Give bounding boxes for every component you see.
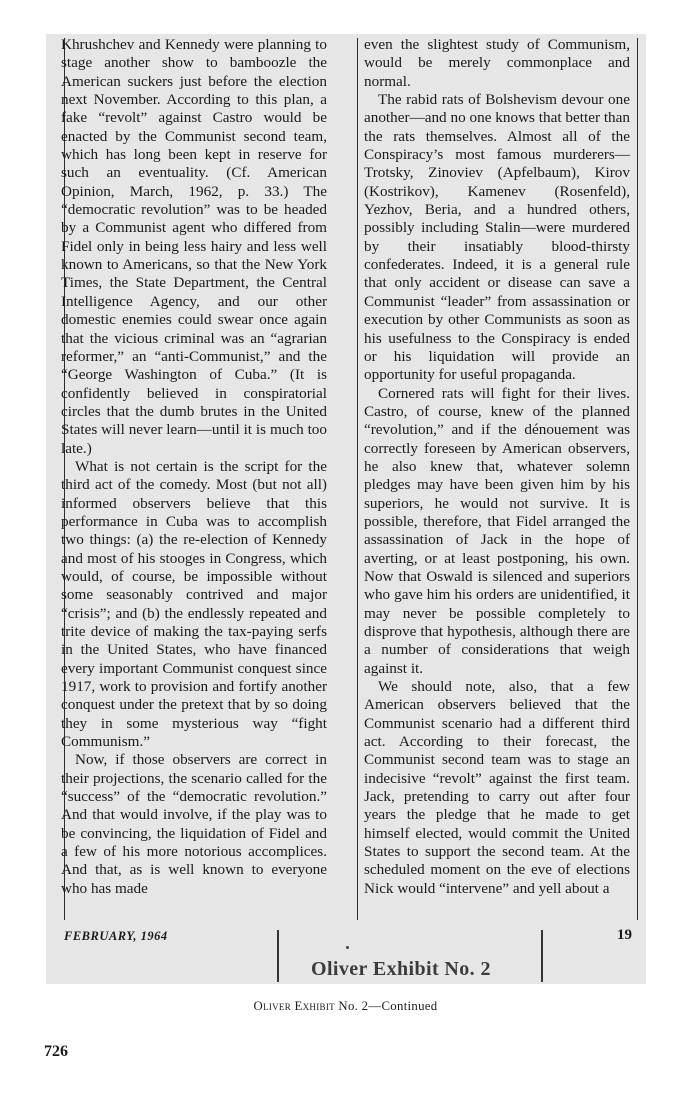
paragraph: What is not certain is the script for the third act of the comedy. Most (but not all) informed observers believe that this performance in Cuba was to accomplish two things: (a) the re-election of Kennedy and most of his stooges in Congress, which would, of course, be impossible without some seasonably contrived and major “crisis”; and (b) the endlessly repeated and trite device of making the tax-paying serfs in the United States, who have financed every important Communist conquest since 1917, work to provision and fortify another conquest under the pretext that by so doing they in some mysterious way “fight Communism.” bbox=[61, 457, 327, 751]
exhibit-caption bbox=[0, 999, 691, 1014]
paragraph: Khrushchev and Kennedy were planning to stage another show to bamboozle the American suckers just before the election next November. According to this plan, a fake “revolt” against Castro would be enacted by the Communist second team, which has long been kept in reserve for such an eventuality. (Cf. American Opinion, March, 1962, p. 33.) The “democratic revolution” was to be headed by a Communist agent who differed from Fidel only in being less hairy and less well known to Americans, so that the New York Times, the State Department, the Central Intelligence Agency, and our other domestic enemies could swear once again that the vicious criminal was an “agrarian reformer,” an “anti-Communist,” and the “George Washington of Cuba.” (It is confidently believed in conspiratorial circles that the dumb brutes in the United States will never learn—until it is much too late.) bbox=[61, 36, 327, 457]
scan-speck bbox=[346, 946, 349, 949]
stamp-border-right bbox=[541, 930, 543, 982]
exhibit-stamp: Oliver Exhibit No. 2 bbox=[311, 958, 491, 980]
issue-date: FEBRUARY, 1964 bbox=[64, 929, 168, 943]
stamp-border-left bbox=[277, 930, 279, 982]
right-margin-rule bbox=[637, 38, 638, 920]
paragraph: even the slightest study of Communism, would be merely commonplace and normal. bbox=[364, 36, 630, 90]
caption-rest: No. 2—Continued bbox=[334, 999, 438, 1013]
paragraph: We should note, also, that a few American observers believed that the Communist scenario had a different third act. According to their forecast, the Communist second team was to stage an indecisive “revolt” against the first team. Jack, pretending to carry out after four years the pledge that he made to get himself elected, would commit the United States to support the second team. At the scheduled moment on the eve of elections Nick would “intervene” and yell about a bbox=[364, 678, 630, 897]
right-column bbox=[364, 36, 630, 898]
paragraph: Now, if those observers are correct in their projections, the scenario called for the “success” of the “democratic revolution.” And that would involve, if the play was to be convincing, the liquidation of Fidel and a few of his more notorious accomplices. And that, as is well known to everyone who has made bbox=[61, 751, 327, 897]
paragraph: The rabid rats of Bolshevism devour one another—and no one knows that better than the rats themselves. Almost all of the Conspiracy’s most famous murderers—Trotsky, Zinoviev (Apfelbaum), Kirov (Kostrikov), Kamenev (Rosenfeld), Yezhov, Beria, and a hundred others, possibly including Stalin—were murdered by their insatiably blood-thirsty confederates. Indeed, it is a general rule that only accident or disease can save a Communist “leader” from assassination or execution by other Communists as soon as his usefulness to the Conspiracy is ended or his liquidation will provide an opportunity for useful propaganda. bbox=[364, 91, 630, 384]
column-divider-rule bbox=[357, 38, 358, 920]
page-number: 726 bbox=[44, 1043, 68, 1060]
left-column bbox=[61, 36, 327, 898]
paragraph: Cornered rats will fight for their lives. Castro, of course, knew of the planned “revolution,” and if the dénouement was correctly foreseen by American observers, he also knew that, whatever solemn pledges may have been given him by his superiors, he would not survive. It is possible, therefore, that Fidel arranged the assassination of Jack in the hope of averting, or at least postponing, his own. Now that Oswald is silenced and superiors who gave him his orders are unidentified, it may never be possible completely to disprove that hypothesis, although there are a number of considerations that weigh against it. bbox=[364, 384, 630, 677]
caption-small-caps: Oliver Exhibit bbox=[253, 999, 335, 1013]
magazine-page-number: 19 bbox=[617, 927, 632, 943]
